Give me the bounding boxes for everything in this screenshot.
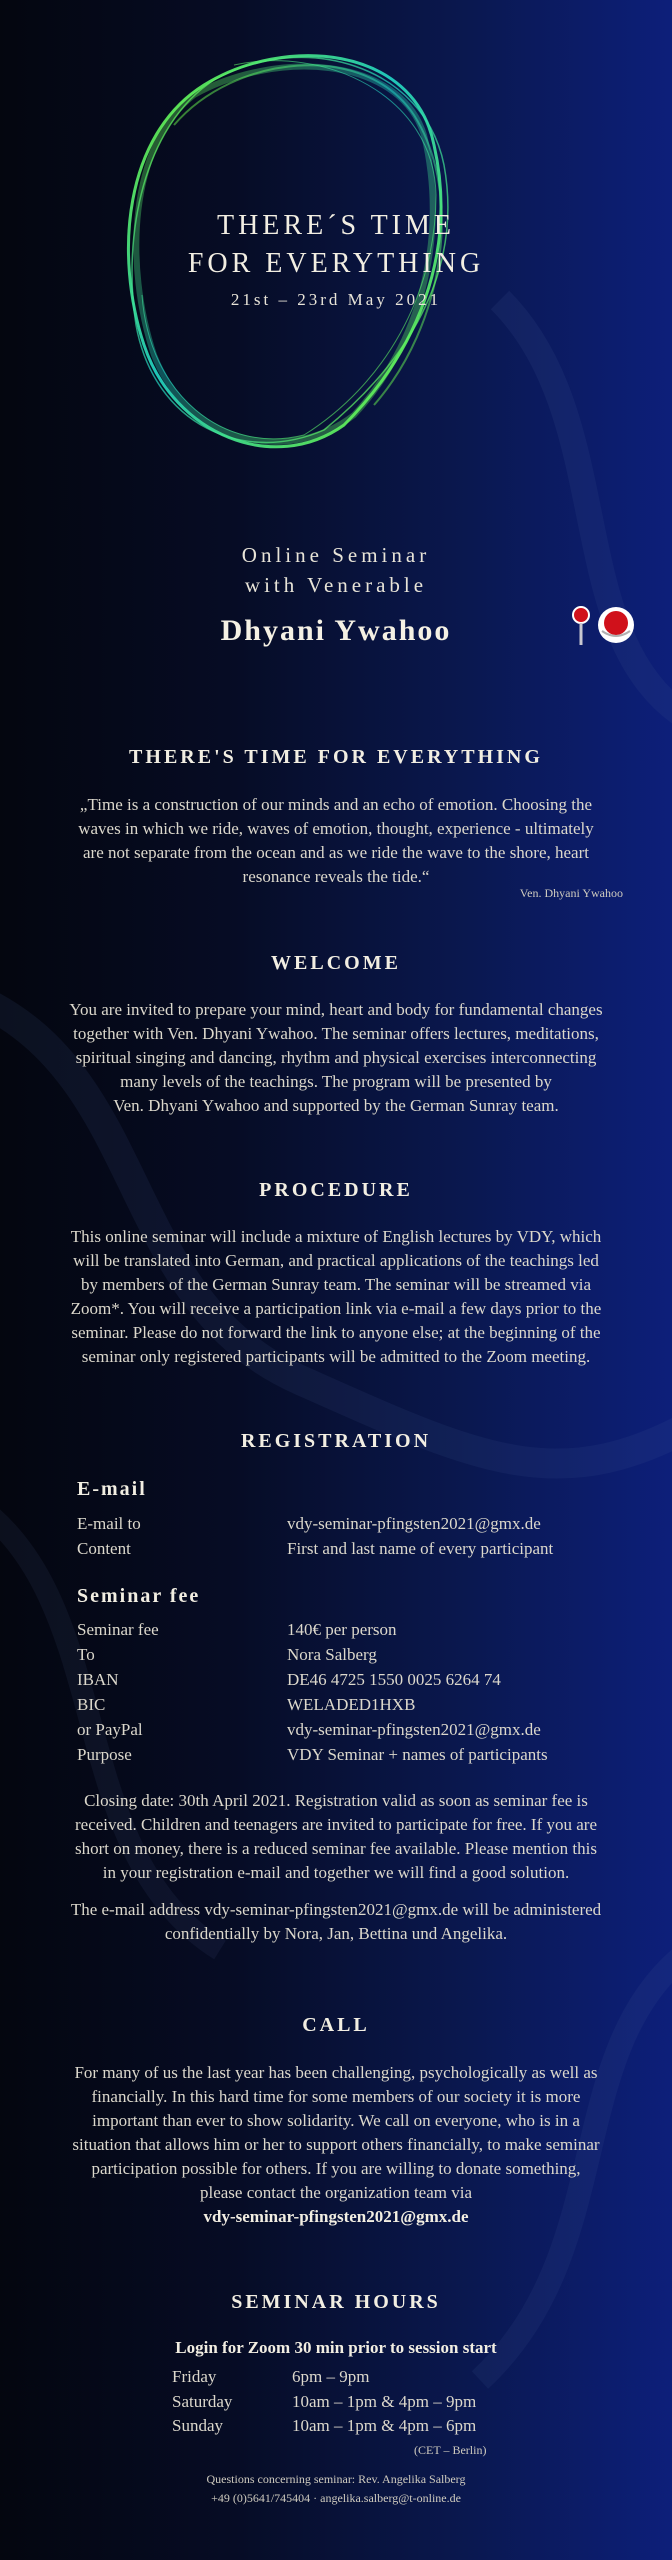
call-heading: CALL xyxy=(302,2014,370,2036)
quote-heading: THERE'S TIME FOR EVERYTHING xyxy=(129,746,543,768)
speaker-name: Dhyani Ywahoo xyxy=(220,614,452,647)
call-line: For many of us the last year has been challenging, psychologically as well as xyxy=(74,2063,598,2082)
welcome-line: together with Ven. Dhyani Ywahoo. The seminar offers lectures, meditations, xyxy=(73,1024,599,1043)
privacy-line: The e-mail address vdy-seminar-pfingsten2021@gmx.de will be administered xyxy=(70,1900,602,1919)
hero-dates: 21st – 23rd May 2021 xyxy=(230,290,442,309)
call-email-link[interactable]: vdy-seminar-pfingsten2021@gmx.de xyxy=(203,2207,469,2226)
welcome-line: Ven. Dhyani Ywahoo and supported by the German Sunray team. xyxy=(113,1096,559,1115)
call-line: please contact the organization team via xyxy=(199,2183,473,2202)
fee-row-value: DE46 4725 1550 0025 6264 74 xyxy=(287,1670,501,1689)
email-subheading: E-mail xyxy=(77,1478,147,1500)
sunray-seal-logo xyxy=(596,605,636,645)
hero-title-line2: FOR EVERYTHING xyxy=(187,248,485,279)
fee-row-label: Purpose xyxy=(77,1745,132,1764)
welcome-text xyxy=(0,998,672,1118)
fee-row-label: or PayPal xyxy=(77,1720,143,1739)
fee-row-label: Seminar fee xyxy=(77,1620,159,1639)
closing-line: Closing date: 30th April 2021. Registration valid as soon as seminar fee is xyxy=(84,1791,588,1810)
closing-text xyxy=(0,1789,672,1885)
hours-heading: SEMINAR HOURS xyxy=(231,2291,441,2313)
closing-line: in your registration e-mail and together we will find a good solution. xyxy=(102,1863,570,1882)
intro-online-seminar: Online Seminar xyxy=(241,543,431,567)
email-row-value: First and last name of every participant xyxy=(287,1539,554,1558)
procedure-line: seminar. Please do not forward the link to anyone else; at the beginning of the xyxy=(71,1323,601,1342)
hours-day: Friday xyxy=(172,2367,217,2386)
hero-title-line1: THERE´S TIME xyxy=(216,210,456,241)
fee-row-value: Nora Salberg xyxy=(287,1645,377,1664)
quote-text xyxy=(0,793,672,889)
welcome-heading: WELCOME xyxy=(271,952,401,974)
procedure-line: will be translated into German, and practical applications of the teachings led xyxy=(73,1251,599,1270)
hours-timezone: (CET – Berlin) xyxy=(414,2443,487,2457)
email-row-value: vdy-seminar-pfingsten2021@gmx.de xyxy=(287,1514,541,1533)
sunray-key-logo xyxy=(571,605,591,647)
welcome-line: many levels of the teachings. The program will be presented by xyxy=(120,1072,552,1091)
quote-line: „Time is a construction of our minds and an echo of emotion. Choosing the xyxy=(79,795,593,814)
fee-row-value: WELADED1HXB xyxy=(287,1695,416,1714)
email-row-label: E-mail to xyxy=(77,1514,141,1533)
closing-line: short on money, there is a reduced seminar fee available. Please mention this xyxy=(75,1839,597,1858)
email-row-label: Content xyxy=(77,1539,131,1558)
procedure-line: Zoom*. You will receive a participation link via e-mail a few days prior to the xyxy=(70,1299,602,1318)
closing-line: received. Children and teenagers are invited to participate for free. If you are xyxy=(74,1815,598,1834)
hours-day: Sunday xyxy=(172,2416,223,2435)
call-line: important than ever to show solidarity. We call on everyone, who is in a xyxy=(92,2111,580,2130)
procedure-text xyxy=(0,1225,672,1369)
welcome-line: spiritual singing and dancing, rhythm and physical exercises interconnecting xyxy=(75,1048,597,1067)
procedure-line: seminar only registered participants will be admitted to the Zoom meeting. xyxy=(81,1347,591,1366)
welcome-line: You are invited to prepare your mind, heart and body for fundamental changes xyxy=(69,1000,603,1019)
intro-with-venerable: with Venerable xyxy=(244,573,428,597)
hours-subheading: Login for Zoom 30 min prior to session start xyxy=(175,2338,497,2357)
hours-day: Saturday xyxy=(172,2392,233,2411)
procedure-heading: PROCEDURE xyxy=(259,1179,413,1201)
fee-row-label: IBAN xyxy=(77,1670,119,1689)
call-text xyxy=(0,2061,672,2229)
hours-time: 10am – 1pm & 4pm – 6pm xyxy=(292,2416,477,2435)
footer-phone-email[interactable]: +49 (0)5641/745404 · angelika.salberg@t-online.de xyxy=(211,2491,461,2505)
privacy-line: confidentially by Nora, Jan, Bettina und Angelika. xyxy=(164,1924,508,1943)
quote-line: resonance reveals the tide.“ xyxy=(242,867,430,886)
fee-row-value: vdy-seminar-pfingsten2021@gmx.de xyxy=(287,1720,541,1739)
call-line: participation possible for others. If you are willing to donate something, xyxy=(91,2159,581,2178)
registration-heading: REGISTRATION xyxy=(240,1430,432,1452)
hours-time: 10am – 1pm & 4pm – 9pm xyxy=(292,2392,477,2411)
fee-row-value: VDY Seminar + names of participants xyxy=(287,1745,548,1764)
hours-time: 6pm – 9pm xyxy=(292,2367,370,2386)
footer-contact-line: Questions concerning seminar: Rev. Angelika Salberg xyxy=(206,2472,466,2486)
quote-attribution: Ven. Dhyani Ywahoo xyxy=(519,886,623,900)
fee-row-value: 140€ per person xyxy=(287,1620,397,1639)
procedure-line: This online seminar will include a mixture of English lectures by VDY, which xyxy=(70,1227,602,1246)
fee-row-label: BIC xyxy=(77,1695,106,1714)
quote-line: waves in which we ride, waves of emotion, thought, experience - ultimately xyxy=(78,819,594,838)
privacy-text xyxy=(0,1898,672,1946)
fee-row-label: To xyxy=(77,1645,95,1664)
fee-subheading: Seminar fee xyxy=(77,1585,201,1607)
procedure-line: by members of the German Sunray team. The seminar will be streamed via xyxy=(81,1275,591,1294)
quote-line: are not separate from the ocean and as we ride the wave to the shore, heart xyxy=(83,843,589,862)
call-line: situation that allows him or her to support others financially, to make seminar xyxy=(72,2135,600,2154)
call-line: financially. In this hard time for some members of our society it is more xyxy=(91,2087,581,2106)
